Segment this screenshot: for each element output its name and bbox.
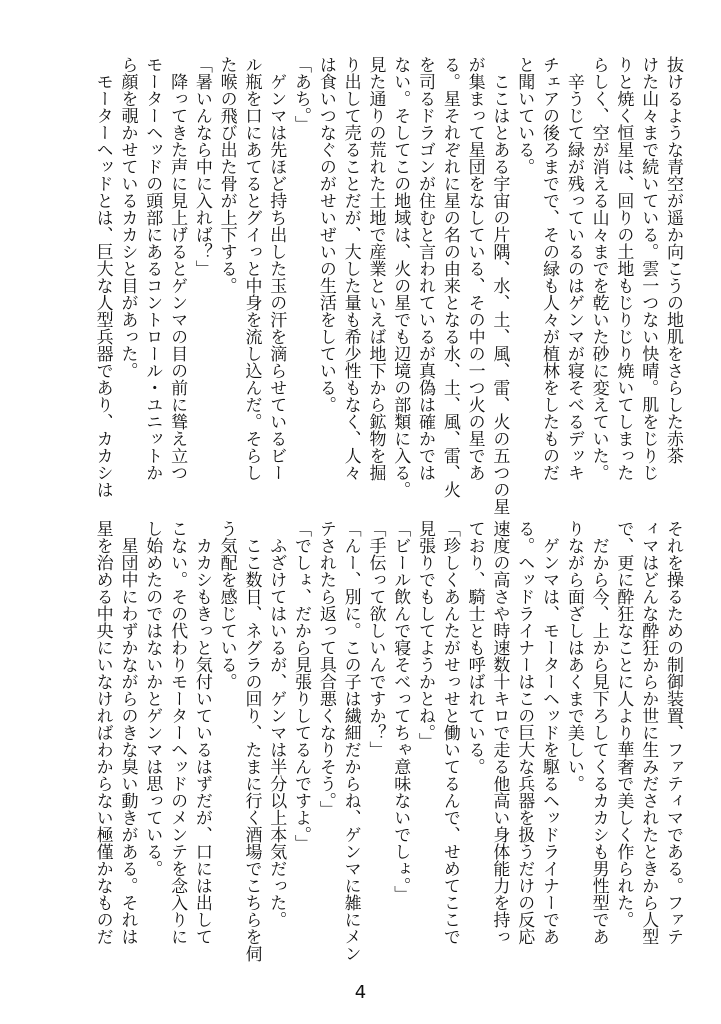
text-line: は食いつなぐのがせいぜいの生活をしている。 bbox=[315, 56, 336, 413]
text-line: 見た通りの荒れた土地で産業といえば地下から鉱物を掘 bbox=[365, 56, 386, 481]
text-line: チェアの後ろまでで、その緑も人々が植林をしたものだ bbox=[539, 56, 560, 481]
text-line: る。ヘッドライナーはこの巨大な兵器を扱うだけの反応 bbox=[514, 520, 535, 945]
text-line: 辛うじて緑が残っているのはゲンマが寝そべるデッキ bbox=[563, 56, 584, 481]
text-line: りながら面ざしはあくまで美しい。 bbox=[563, 520, 584, 792]
text-line: ゲンマは、モーターヘッドを駆るヘッドライナーであ bbox=[539, 520, 560, 945]
text-line: が集まって星団をなしている、その中の一つ火の星であ bbox=[464, 56, 485, 481]
text-line: カカシもきっと気付いているはずだが、口には出して bbox=[191, 520, 212, 945]
page-number: 4 bbox=[354, 982, 367, 1003]
text-line: ここ数日、ネグラの回り、たまに行く酒場でこちらを伺 bbox=[241, 520, 262, 962]
text-line: 星団中にわずかながらのきな臭い動きがある。それは bbox=[117, 520, 138, 945]
text-line: た喉の飛び出た骨が上下する。 bbox=[216, 56, 237, 294]
text-line: モーターヘッドの頭部にあるコントロール・ユニットか bbox=[142, 56, 163, 481]
text-line: 速度の高さや時速数十キロで走る他高い身体能力を持っ bbox=[489, 520, 510, 945]
text-line: ふざけてはいるが、ゲンマは半分以上本気だった。 bbox=[266, 520, 287, 928]
text-line: 「んー、別に。この子は繊細だからね、ゲンマに雑にメン bbox=[340, 520, 361, 962]
text-line: 「暑いんなら中に入れば？」 bbox=[191, 56, 212, 277]
text-line: こない。その代わりモーターヘッドのメンテを念入りに bbox=[167, 520, 188, 945]
text-line: で、更に酔狂なことに人より華奢で美しく作られた。 bbox=[613, 520, 634, 928]
text-block-bottom bbox=[90, 520, 685, 980]
text-line: ィマはどんな酔狂からか世に生みだされたときから人型 bbox=[638, 520, 659, 945]
text-line: りと焼く恒星は、回りの土地もじりじり焼いてしまった bbox=[613, 56, 634, 481]
text-line: だから今、上から見下ろしてくるカカシも男性型であ bbox=[588, 520, 609, 945]
text-line: テされたら返って具合悪くなりそう。」 bbox=[315, 520, 336, 818]
text-line: ら顔を覗かせているカカシと目があった。 bbox=[117, 56, 138, 379]
text-line: 降ってきた声に見上げるとゲンマの目の前に聳え立つ bbox=[167, 56, 188, 481]
text-line: 見張りでもしてようかとね。」 bbox=[415, 520, 436, 750]
text-line: り出して売ることだが、大した量も希少性もなく、人々 bbox=[340, 56, 361, 481]
text-line: 「ビール飲んで寝そべってちゃ意味ないでしょ。」 bbox=[390, 520, 411, 903]
text-line: る。星それぞれに星の名の由来となる水、土、風、雷、火 bbox=[439, 56, 460, 498]
text-line: を司るドラゴンが住むと言われているが真偽は確かでは bbox=[415, 56, 436, 481]
text-line: 「あち。」 bbox=[291, 56, 312, 133]
text-line: ない。そしてこの地域は、火の星でも辺境の部類に入る。 bbox=[390, 56, 411, 498]
text-line: 抜けるような青空が遥か向こうの地肌をさらした赤茶 bbox=[663, 56, 683, 464]
text-line: 「珍しくあんたがせっせと働いてるんで、せめてここで bbox=[439, 520, 460, 945]
text-line: と聞いている。 bbox=[514, 56, 535, 175]
text-line: 「手伝って欲しいんですか？」 bbox=[365, 520, 386, 758]
text-line: ゲンマは先ほど持ち出した玉の汗を滴らせているビー bbox=[266, 56, 287, 481]
text-line: けた山々まで続いている。雲一つない快晴。肌をじりじ bbox=[638, 56, 659, 481]
text-line: ており、騎士とも呼ばれている。 bbox=[464, 520, 485, 775]
text-line: ル瓶を口にあてるとグイっと中身を流し込んだ。そらし bbox=[241, 56, 262, 481]
text-line: それを操るための制御装置、ファティマである。ファテ bbox=[663, 520, 683, 945]
text-line: モーターヘッドとは、巨大な人型兵器であり、カカシは bbox=[92, 56, 113, 498]
text-line: らしく、空が消える山々までを乾いた砂に変えていた。 bbox=[588, 56, 609, 481]
text-line: ここはとある宇宙の片隅、水、土、風、雷、火の五つの星 bbox=[489, 56, 510, 515]
text-line: 「でしょ、だから見張りしてるんですよ。」 bbox=[291, 520, 312, 852]
text-line: 星を治める中央にいなければわからない極僅かなものだ bbox=[92, 520, 113, 945]
text-line: し始めたのではないかとゲンマは思っている。 bbox=[142, 520, 163, 877]
text-block-top bbox=[90, 56, 685, 516]
text-line: う気配を感じている。 bbox=[216, 520, 237, 690]
